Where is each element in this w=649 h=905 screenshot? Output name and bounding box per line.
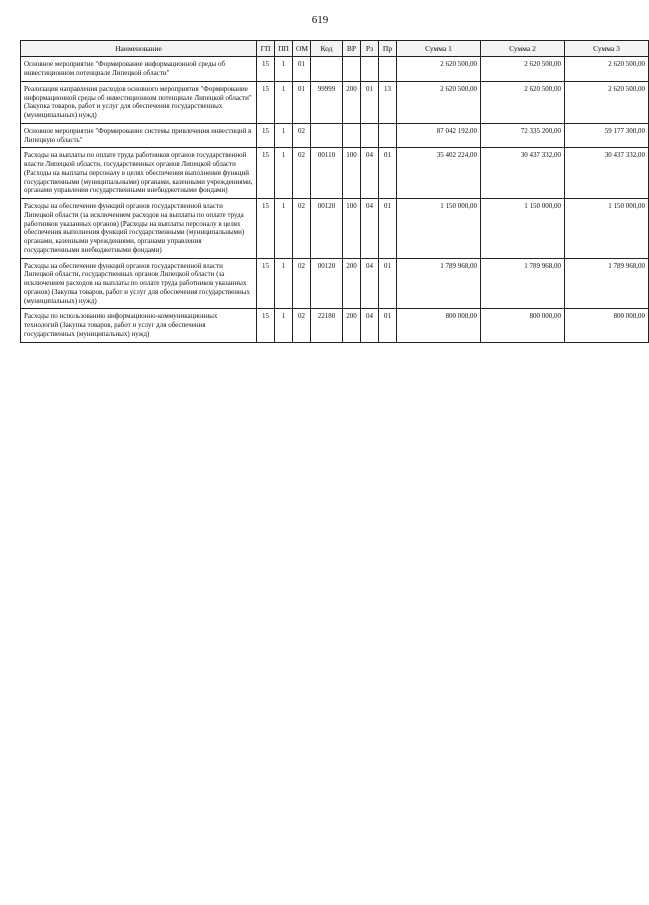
table-header-row <box>21 41 649 57</box>
row-code: 15 <box>257 57 275 82</box>
row-amount: 1 789 968,00 <box>565 258 649 309</box>
row-amount: 2 620 500,00 <box>397 57 481 82</box>
row-name: Расходы на выплаты по оплате труда работников органов государственной власти Липецкой области, государственных органов Липецкой области (Расходы на выплаты персоналу в целях обеспечения выполнения функций государственными (муниципальными) органами, казенными учреждениями, органами управления государственными внебюджетными фондами) <box>21 148 257 199</box>
budget-table <box>20 40 649 343</box>
row-code: 02 <box>293 258 311 309</box>
row-code: 200 <box>343 258 361 309</box>
column-header: Код <box>311 41 343 57</box>
row-code: 01 <box>293 57 311 82</box>
row-code: 1 <box>275 57 293 82</box>
row-code: 02 <box>293 199 311 259</box>
row-amount: 2 620 500,00 <box>481 81 565 123</box>
row-amount: 72 335 200,00 <box>481 123 565 148</box>
row-code <box>311 57 343 82</box>
row-name: Расходы по использованию информационно-коммуникационных технологий (Закупка товаров, работ и услуг для обеспечения государственных (муниципальных) нужд) <box>21 309 257 342</box>
row-code: 15 <box>257 258 275 309</box>
column-header: ОМ <box>293 41 311 57</box>
table-row <box>21 81 649 123</box>
table-row <box>21 309 649 342</box>
row-code: 1 <box>275 148 293 199</box>
row-amount: 30 437 332,00 <box>481 148 565 199</box>
table-body <box>21 57 649 342</box>
row-code: 01 <box>379 258 397 309</box>
column-header: Пр <box>379 41 397 57</box>
row-amount: 800 000,00 <box>565 309 649 342</box>
column-header: Наименование <box>21 41 257 57</box>
row-code: 100 <box>343 199 361 259</box>
row-amount: 800 000,00 <box>397 309 481 342</box>
row-name: Реализация направления расходов основного мероприятия "Формирование информационной среды об инвестиционном потенциале Липецкой области" (Закупка товаров, работ и услуг для обеспечения государственных (муниципальных) нужд) <box>21 81 257 123</box>
row-code <box>379 57 397 82</box>
row-code: 15 <box>257 81 275 123</box>
row-code: 01 <box>379 199 397 259</box>
table-row <box>21 199 649 259</box>
page-number: 619 <box>311 14 329 26</box>
row-code: 13 <box>379 81 397 123</box>
row-code: 00110 <box>311 148 343 199</box>
row-code <box>311 123 343 148</box>
row-amount: 1 789 968,00 <box>481 258 565 309</box>
row-code: 02 <box>293 148 311 199</box>
row-amount: 59 177 300,00 <box>565 123 649 148</box>
row-code: 01 <box>293 81 311 123</box>
column-header: Сумма 3 <box>565 41 649 57</box>
row-code: 99999 <box>311 81 343 123</box>
row-code: 02 <box>293 309 311 342</box>
row-amount: 2 620 500,00 <box>397 81 481 123</box>
row-amount: 1 150 000,00 <box>481 199 565 259</box>
row-code: 1 <box>275 199 293 259</box>
row-code: 04 <box>361 199 379 259</box>
column-header: ГП <box>257 41 275 57</box>
row-code: 04 <box>361 309 379 342</box>
row-code: 1 <box>275 123 293 148</box>
row-code: 200 <box>343 309 361 342</box>
row-code: 00120 <box>311 199 343 259</box>
row-amount: 2 620 500,00 <box>565 57 649 82</box>
row-code: 1 <box>275 258 293 309</box>
row-amount: 87 042 192,00 <box>397 123 481 148</box>
column-header: Сумма 1 <box>397 41 481 57</box>
row-name: Основное мероприятие "Формирование системы привлечения инвестиций в Липецкую область" <box>21 123 257 148</box>
column-header: ПП <box>275 41 293 57</box>
row-code: 1 <box>275 309 293 342</box>
row-code: 01 <box>379 309 397 342</box>
row-name: Расходы на обеспечение функций органов государственной власти Липецкой области (за исключением расходов на выплаты по оплате труда работников указанных органов) (Расходы на выплаты персоналу в целях обеспечения выполнения функций государственными (муниципальными) органами, казенными учреждениями, органами управления государственными внебюджетными фондами) <box>21 199 257 259</box>
row-code: 100 <box>343 148 361 199</box>
row-code: 15 <box>257 309 275 342</box>
row-code: 15 <box>257 199 275 259</box>
column-header: Рз <box>361 41 379 57</box>
row-code: 15 <box>257 123 275 148</box>
row-amount: 35 402 224,00 <box>397 148 481 199</box>
row-amount: 30 437 332,00 <box>565 148 649 199</box>
row-code <box>343 57 361 82</box>
row-code: 22180 <box>311 309 343 342</box>
row-amount: 2 620 500,00 <box>481 57 565 82</box>
table-row <box>21 258 649 309</box>
row-name: Основное мероприятие "Формирование информационной среды об инвестиционном потенциале Липецкой области" <box>21 57 257 82</box>
row-code <box>361 57 379 82</box>
row-amount: 1 150 000,00 <box>565 199 649 259</box>
table-row <box>21 148 649 199</box>
row-code: 04 <box>361 148 379 199</box>
row-amount: 1 150 000,00 <box>397 199 481 259</box>
row-amount: 1 789 968,00 <box>397 258 481 309</box>
row-code: 1 <box>275 81 293 123</box>
row-code: 04 <box>361 258 379 309</box>
row-code: 01 <box>361 81 379 123</box>
row-amount: 800 000,00 <box>481 309 565 342</box>
row-code: 200 <box>343 81 361 123</box>
row-code: 02 <box>293 123 311 148</box>
row-name: Расходы на обеспечение функций органов государственной власти Липецкой области, государственных органов Липецкой области (за исключением расходов на выплаты по оплате труда работников указанных органов) (Закупка товаров, работ и услуг для обеспечения государственных (муниципальных) нужд) <box>21 258 257 309</box>
row-code: 00120 <box>311 258 343 309</box>
table-row <box>21 123 649 148</box>
row-code <box>379 123 397 148</box>
row-code: 15 <box>257 148 275 199</box>
row-code: 01 <box>379 148 397 199</box>
column-header: ВР <box>343 41 361 57</box>
row-amount: 2 620 500,00 <box>565 81 649 123</box>
table-row <box>21 57 649 82</box>
column-header: Сумма 2 <box>481 41 565 57</box>
row-code <box>361 123 379 148</box>
budget-table-container <box>20 40 645 343</box>
row-code <box>343 123 361 148</box>
